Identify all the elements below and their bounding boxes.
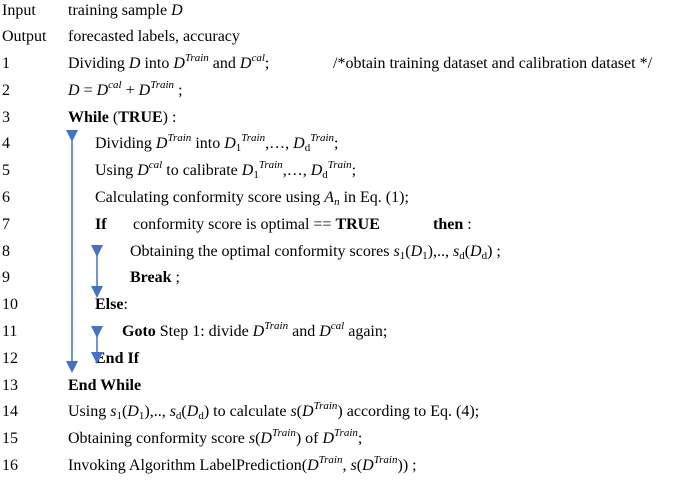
line-text: End While (68, 376, 142, 394)
line-text: While (TRUE) : (68, 108, 177, 126)
algorithm-line (0, 241, 685, 263)
algorithm-line (0, 401, 685, 423)
line-text: Dividing $D^{Train}$ into $D_1^{Train},\dots$, $D_d^{Train}$; (95, 132, 339, 155)
input-row (0, 0, 685, 22)
algorithm-line (0, 133, 685, 155)
output-label: Output (2, 28, 47, 45)
line-number: 5 (2, 162, 10, 180)
line-text: Obtaining the optimal conformity scores $s_1(D_1)$,.., $s_d(D_d)$ ; (130, 242, 501, 262)
line-number: 11 (2, 323, 18, 340)
line-text: Invoking Algorithm $LabelPrediction(D^{Train}$, $s(D^{Train})$) ; (68, 454, 417, 474)
algorithm-line (0, 214, 685, 236)
line-text: If conformity score is optimal == TRUE then : (95, 215, 472, 233)
line-text: $D = D^{cal} + D^{Train}$ ; (68, 78, 183, 99)
line-number: 8 (2, 242, 10, 260)
output-row (0, 26, 685, 48)
line-number: 13 (2, 376, 18, 394)
line-text: Dividing D into $D^{Train}$ and $D^{cal}$; /*obtain training dataset and calibration dataset */ (68, 52, 653, 72)
line-number: 1 (2, 55, 10, 72)
line-number: 6 (2, 189, 10, 206)
line-text: End If (95, 349, 140, 367)
algorithm-line (0, 160, 685, 182)
line-text: Obtaining conformity score $s(D^{Train})$ of $D^{Train}$; (68, 427, 363, 448)
line-number: 15 (2, 430, 18, 448)
algorithm-line (0, 187, 685, 209)
line-number: 16 (2, 457, 18, 474)
algorithm-line (0, 455, 685, 477)
line-number: 3 (2, 108, 10, 126)
line-text: Using $s_1(D_1)$,.., $s_d(D_d)$ to calculate $s(D^{Train})$ according to Eq. (4); (68, 400, 480, 423)
line-number: 10 (2, 296, 18, 314)
line-number: 4 (2, 135, 10, 153)
line-text: Else: (95, 296, 128, 314)
line-number: 9 (2, 269, 10, 287)
input-value: training sample D (68, 2, 183, 19)
line-number: 12 (2, 349, 18, 367)
line-number: 14 (2, 403, 18, 421)
input-label: Input (2, 2, 36, 19)
line-text: Goto Step 1: divide $D^{Train}$ and $D^{cal}$ again; (122, 320, 388, 340)
algorithm-line (0, 53, 685, 75)
output-value: forecasted labels, accuracy (68, 28, 240, 45)
algorithm-line (0, 348, 685, 370)
algorithm-line (0, 321, 685, 343)
algorithm-line (0, 294, 685, 316)
algorithm-line (0, 267, 685, 289)
algorithm-line (0, 107, 685, 129)
line-text: Using $D^{cal}$ to calibrate $D_1^{Train},\dots$, $D_d^{Train}$; (95, 159, 357, 182)
line-number: 2 (2, 81, 10, 99)
line-text: Calculating conformity score using $A_n$ in Eq. (1); (95, 189, 409, 208)
algorithm-line (0, 375, 685, 397)
algorithm-line (0, 428, 685, 450)
line-text: Break ; (130, 269, 180, 287)
algorithm-line (0, 80, 685, 102)
line-number: 7 (2, 215, 10, 233)
